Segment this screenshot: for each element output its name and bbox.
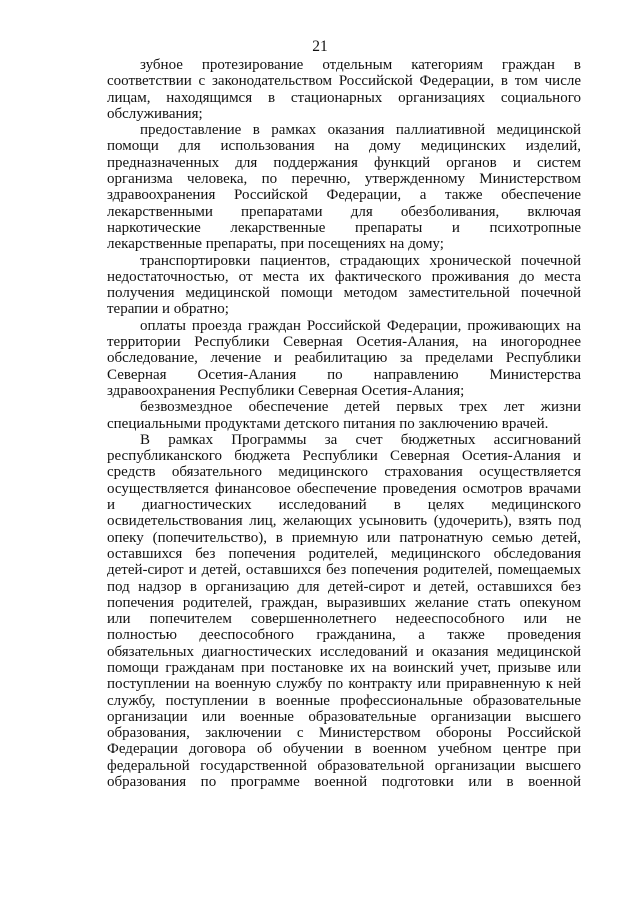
text-line: республиканского бюджета Республики Северная Осетия-Алания и [107, 448, 581, 465]
text-line: или попечителем совершеннолетнего недееспособного или не [107, 611, 581, 628]
text-line: лекарственные препараты, при посещениях на дому; [107, 236, 444, 253]
text-line: получения медицинской помощи методом заместительной почечной [107, 285, 581, 302]
page-number: 21 [312, 38, 328, 55]
text-line: осуществляется финансовое обеспечение проведения осмотров врачами [107, 480, 581, 497]
text-line: соответствии с законодательством Российской Федерации, в том числе [107, 73, 581, 90]
text-line: организма человека, по перечню, утвержденному Министерством [107, 171, 581, 188]
text-line: федеральной государственной образовательной организации высшего [107, 757, 581, 774]
text-line: специальными продуктами детского питания по заключению врачей. [107, 415, 549, 432]
text-line: опеку (попечительство), в приемную или патронатную семью детей, [107, 529, 581, 546]
text-line: попечения родителей, граждан, выразивших желание стать опекуном [107, 594, 581, 611]
text-line: детей-сирот и детей, оставшихся без попечения родителей, помещаемых [107, 562, 581, 579]
text-line: организации или военные образовательные организации высшего [107, 708, 581, 725]
text-line: оплаты проезда граждан Российской Федерации, проживающих на [140, 317, 581, 334]
text-line: и диагностических исследований в целях медицинского [107, 497, 581, 514]
text-line: обследование, лечение и реабилитацию за пределами Республики [107, 350, 581, 367]
paragraph [107, 253, 581, 318]
text-line: помощи для использования на дому медицинских изделий, [107, 138, 581, 155]
text-line: полностью дееспособного гражданина, а также проведения [107, 627, 581, 644]
text-line: здравоохранения Российской Федерации, а также обеспечение [107, 187, 581, 204]
text-line: зубное протезирование отдельным категориям граждан в [140, 57, 581, 73]
text-line: поступлении на военную службу по контракту или приравненную к ней [107, 676, 581, 693]
paragraph [107, 399, 581, 432]
text-line: службу, поступлении в военные профессиональные образовательные [107, 692, 581, 709]
paragraph [107, 122, 581, 252]
text-line: обслуживания; [107, 105, 203, 122]
text-line: под надзор в организацию для детей-сирот и детей, оставшихся без [107, 578, 581, 595]
text-line: Федерации договора об обучении в военном учебном центре при [107, 741, 581, 758]
text-line: образования, заключении с Министерством обороны Российской [107, 725, 581, 742]
paragraph [107, 318, 581, 399]
text-line: Северная Осетия-Алания по направлению Министерства [107, 366, 581, 383]
body-text [107, 57, 581, 790]
text-line: образования по программе военной подготовки или в военной [107, 774, 581, 791]
paragraph [107, 432, 581, 791]
text-line: лекарственными препаратами для обезболивания, включая [107, 203, 581, 220]
text-line: транспортировки пациентов, страдающих хронической почечной [140, 252, 581, 269]
text-line: В рамках Программы за счет бюджетных ассигнований [140, 431, 581, 448]
text-line: оставшихся без попечения родителей, медицинского обследования [107, 545, 581, 562]
text-line: наркотические лекарственные препараты и психотропные [107, 219, 581, 236]
paragraph [107, 57, 581, 122]
text-line: здравоохранения Республики Северная Осетия-Алания; [107, 382, 465, 399]
text-line: обязательных диагностических исследований и оказания медицинской [107, 643, 581, 660]
text-line: предоставление в рамках оказания паллиативной медицинской [140, 122, 581, 139]
text-line: лицам, находящимся в стационарных организациях социального [107, 89, 581, 106]
text-line: безвозмездное обеспечение детей первых трех лет жизни [140, 399, 581, 416]
text-line: освидетельствования лиц, желающих усыновить (удочерить), взять под [107, 513, 581, 530]
text-line: предназначенных для поддержания функций органов и систем [107, 154, 581, 171]
text-line: недостаточностью, от места их фактического проживания до места [107, 268, 581, 285]
text-line: помощи гражданам при постановке их на воинский учет, призыве или [107, 659, 581, 676]
text-line: средств обязательного медицинского страхования осуществляется [107, 464, 581, 481]
text-line: территории Республики Северная Осетия-Алания, на иногороднее [107, 334, 581, 351]
text-line: терапии и обратно; [107, 301, 229, 318]
